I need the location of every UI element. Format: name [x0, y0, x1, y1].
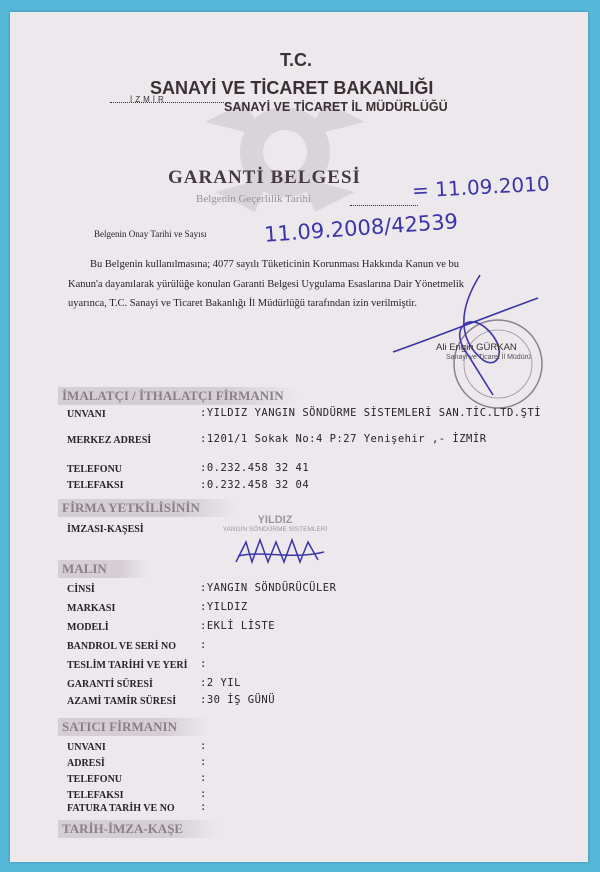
goods-warranty-value: :2 YIL — [200, 677, 241, 689]
goods-delivery-colon: : — [200, 658, 207, 670]
intro-line-1: Bu Belgenin kullanılmasına; 4077 sayılı Tüketicinin Korunması Hakkında Kanun ve bu — [90, 259, 459, 270]
city-underline — [110, 102, 224, 103]
section-goods: MALIN — [58, 560, 148, 578]
manufacturer-fax-value: :0.232.458 32 04 — [200, 479, 310, 491]
goods-repair-label: AZAMİ TAMİR SÜRESİ — [67, 696, 177, 707]
intro-line-2: Kanun'a dayanılarak yürülüğe konulan Garanti Belgesi Uygulama Esaslarına Dair Yönetmelik — [68, 279, 465, 290]
goods-repair-value: :30 İŞ GÜNÜ — [200, 694, 276, 706]
section-date-signature-stamp: TARİH-İMZA-KAŞE — [58, 820, 218, 838]
header-city: İZMİR — [130, 95, 167, 104]
manufacturer-phone-value: :0.232.458 32 41 — [200, 462, 310, 474]
validity-dotted-line — [350, 205, 418, 206]
signature-stamp-label: İMZASI-KAŞESİ — [67, 524, 144, 535]
header-ministry: SANAYİ VE TİCARET BAKANLIĞI — [150, 78, 434, 98]
seller-title-colon: : — [200, 740, 207, 752]
section-seller: SATICI FİRMANIN — [58, 718, 208, 736]
approval-date-label: Belgenin Onay Tarihi ve Sayısı — [94, 229, 207, 239]
handwritten-validity-date: = 11.09.2010 — [411, 171, 551, 203]
goods-model-label: MODELİ — [67, 622, 109, 633]
goods-model-value: :EKLİ LİSTE — [200, 620, 276, 632]
manufacturer-address-label: MERKEZ ADRESİ — [67, 435, 152, 446]
manufacturer-title-label: UNVANI — [67, 409, 106, 420]
goods-type-value: :YANGIN SÖNDÜRÜCÜLER — [200, 582, 337, 594]
seller-address-label: ADRESİ — [67, 758, 105, 769]
seller-title-label: UNVANI — [67, 742, 106, 753]
seller-phone-label: TELEFONU — [67, 774, 123, 785]
warranty-certificate-page — [10, 12, 588, 862]
handwritten-approval-date: 11.09.2008/42539 — [263, 209, 459, 247]
company-stamp-name: YILDIZ — [257, 514, 293, 526]
official-signature — [388, 270, 548, 400]
section-manufacturer: İMALATÇI / İTHALATÇI FİRMANIN — [58, 387, 298, 405]
goods-warranty-label: GARANTİ SÜRESİ — [67, 679, 153, 690]
stamp-official-title: Sanayi ve Ticaret İl Müdürü — [446, 354, 531, 361]
manufacturer-fax-label: TELEFAKSI — [67, 480, 124, 491]
company-stamp-line: YANGIN SÖNDÜRME SİSTEMLERİ — [222, 526, 328, 533]
header-directorate: SANAYİ VE TİCARET İL MÜDÜRLÜĞÜ — [224, 100, 448, 114]
document-title: GARANTİ BELGESİ — [168, 167, 361, 188]
seller-fax-label: TELEFAKSI — [67, 790, 124, 801]
seller-fax-colon: : — [200, 788, 207, 800]
manufacturer-phone-label: TELEFONU — [67, 464, 123, 475]
goods-type-label: CİNSİ — [67, 584, 95, 595]
seller-invoice-colon: : — [200, 801, 207, 813]
goods-delivery-label: TESLİM TARİHİ VE YERİ — [67, 660, 188, 671]
seller-address-colon: : — [200, 756, 207, 768]
seller-phone-colon: : — [200, 772, 207, 784]
goods-band-serial-colon: : — [200, 639, 207, 651]
goods-band-serial-label: BANDROL VE SERİ NO — [67, 641, 177, 652]
seller-invoice-label: FATURA TARİH VE NO — [67, 803, 175, 814]
stamp-official-name: Ali Engin GÜRKAN — [436, 342, 517, 353]
validity-date-label: Belgenin Geçerlilik Tarihi — [196, 193, 312, 205]
section-authorized: FİRMA YETKİLİSİNİN — [58, 499, 238, 517]
header-tc: T.C. — [280, 50, 313, 70]
manufacturer-title-value: :YILDIZ YANGIN SÖNDÜRME SİSTEMLERİ SAN.TİC.LTD.ŞTİ — [200, 407, 542, 419]
goods-brand-value: :YILDIZ — [200, 601, 248, 613]
intro-line-3: uyarınca, T.C. Sanayi ve Ticaret Bakanlığı İl Müdürlüğü tarafından izin verilmiştir. — [68, 298, 417, 309]
company-signature — [232, 532, 332, 572]
manufacturer-address-value: :1201/1 Sokak No:4 P:27 Yenişehir ,- İZMİR — [200, 433, 487, 445]
goods-brand-label: MARKASI — [67, 603, 116, 614]
